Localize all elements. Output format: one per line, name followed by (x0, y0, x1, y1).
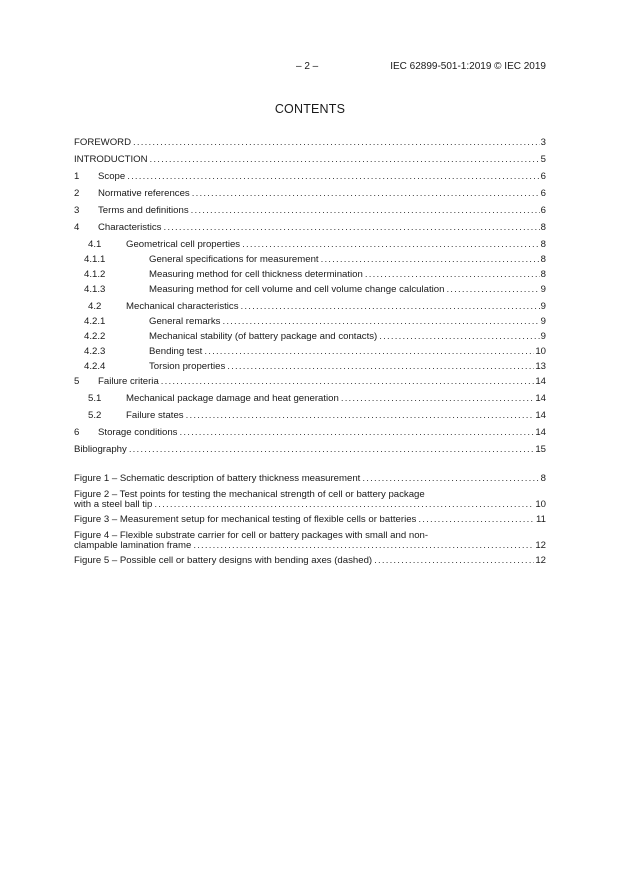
toc-page: 8 (540, 254, 546, 265)
toc-entry-failure-criteria[interactable] (74, 374, 546, 388)
leader-dots (161, 376, 535, 388)
toc-number: 4.2.3 (84, 346, 106, 357)
figure-label-line1: Figure 4 – Flexible substrate carrier for cell or battery packages with small and non- (74, 530, 429, 541)
leader-dots (129, 444, 535, 456)
toc-entry-storage-conditions[interactable] (74, 425, 546, 439)
toc-page: 6 (540, 205, 546, 216)
leader-dots (133, 137, 540, 149)
toc-page: 10 (535, 346, 546, 357)
leader-dots (362, 473, 539, 485)
toc-label: Measuring method for cell thickness determination (149, 269, 363, 280)
figure-page: 11 (536, 514, 546, 525)
toc-entry-5-1[interactable] (74, 391, 546, 405)
figure-entry-3[interactable] (74, 515, 546, 526)
figure-label-line1: Figure 2 – Test points for testing the mechanical strength of cell or battery package (74, 489, 425, 500)
leader-dots (341, 393, 535, 405)
toc-page: 8 (540, 269, 546, 280)
toc-label: Mechanical characteristics (126, 301, 239, 312)
toc-page: 9 (540, 284, 546, 295)
figure-entry-2[interactable] (74, 489, 546, 511)
toc-entry-4-1-3[interactable] (74, 282, 546, 296)
toc-number: 2 (74, 188, 80, 199)
toc-page: 5 (540, 154, 546, 165)
leader-dots (418, 514, 535, 526)
toc-entry-4-1-2[interactable] (74, 267, 546, 281)
toc-label: General specifications for measurement (149, 254, 319, 265)
toc-number: 4 (74, 222, 80, 233)
toc-label: Mechanical stability (of battery package and contacts) (149, 331, 378, 342)
toc-number: 1 (74, 171, 80, 182)
figure-page: 8 (540, 473, 546, 484)
toc-page: 9 (540, 301, 546, 312)
toc-entry-5-2[interactable] (74, 408, 546, 422)
toc-label: Storage conditions (98, 427, 178, 438)
toc-page: 9 (540, 316, 546, 327)
toc-page: 14 (535, 376, 546, 387)
toc-page: 13 (535, 361, 546, 372)
toc-entry-4-1[interactable] (74, 237, 546, 251)
toc-label: Failure states (126, 410, 184, 421)
toc-number: 5.2 (88, 410, 102, 421)
leader-dots (374, 555, 534, 567)
toc-number: 5 (74, 376, 80, 387)
figure-label: with a steel ball tip (74, 499, 153, 510)
toc-number: 6 (74, 427, 80, 438)
toc-number: 4.2.4 (84, 361, 106, 372)
leader-dots (227, 361, 534, 373)
leader-dots (321, 254, 540, 266)
toc-number: 4.1.3 (84, 284, 106, 295)
toc-entry-4-2-3[interactable] (74, 344, 546, 358)
toc-label: Normative references (98, 188, 190, 199)
toc-number: 4.2.1 (84, 316, 106, 327)
figure-row (74, 515, 546, 526)
toc-page: 8 (540, 222, 546, 233)
figure-entry-1[interactable] (74, 474, 546, 485)
figure-row (74, 474, 546, 485)
toc-label: FOREWORD (74, 137, 132, 148)
toc-number: 4.1.1 (84, 254, 106, 265)
leader-dots (222, 316, 539, 328)
leader-dots (191, 205, 540, 217)
standard-identifier: IEC 62899-501-1:2019 © IEC 2019 (390, 61, 546, 72)
leader-dots (154, 499, 534, 511)
figure-label: Figure 1 – Schematic description of battery thickness measurement (74, 473, 361, 484)
toc-number: 4.2.2 (84, 331, 106, 342)
leader-dots (186, 410, 535, 422)
toc-label: Mechanical package damage and heat generation (126, 393, 339, 404)
toc-number: 4.1.2 (84, 269, 106, 280)
toc-label: Scope (98, 171, 126, 182)
toc-entry-4-1-1[interactable] (74, 252, 546, 266)
toc-page: 6 (540, 171, 546, 182)
toc-page: 6 (540, 188, 546, 199)
toc-label: Failure criteria (98, 376, 159, 387)
figure-label: Figure 5 – Possible cell or battery designs with bending axes (dashed) (74, 555, 373, 566)
toc-page: 3 (540, 137, 546, 148)
toc-number: 5.1 (88, 393, 102, 404)
figure-row (74, 541, 546, 552)
table-of-contents (74, 135, 546, 571)
toc-entry-characteristics[interactable] (74, 220, 546, 234)
toc-label: General remarks (149, 316, 221, 327)
toc-entry-4-2-4[interactable] (74, 359, 546, 373)
leader-dots (204, 346, 534, 358)
toc-entry-bibliography[interactable] (74, 442, 546, 456)
toc-page: 9 (540, 331, 546, 342)
toc-page: 15 (535, 444, 546, 455)
toc-entry-scope[interactable] (74, 169, 546, 183)
figure-page: 12 (535, 555, 546, 566)
toc-label: Measuring method for cell volume and cell volume change calculation (149, 284, 445, 295)
toc-label: Bibliography (74, 444, 127, 455)
page-number: – 2 – (296, 61, 319, 72)
toc-page: 14 (535, 427, 546, 438)
toc-entry-4-2[interactable] (74, 299, 546, 313)
page-header (0, 61, 620, 75)
toc-entry-4-2-2[interactable] (74, 329, 546, 343)
leader-dots (150, 154, 540, 166)
figure-entry-5[interactable] (74, 556, 546, 567)
toc-number: 4.2 (88, 301, 102, 312)
leader-dots (241, 301, 540, 313)
leader-dots (163, 222, 539, 234)
leader-dots (179, 427, 534, 439)
leader-dots (365, 269, 540, 281)
figure-page: 12 (535, 540, 546, 551)
toc-label: Terms and definitions (98, 205, 189, 216)
toc-label: Bending test (149, 346, 203, 357)
figure-label: Figure 3 – Measurement setup for mechanical testing of flexible cells or batteries (74, 514, 417, 525)
leader-dots (193, 540, 534, 552)
leader-dots (379, 331, 539, 343)
figure-page: 10 (535, 499, 546, 510)
toc-entry-4-2-1[interactable] (74, 314, 546, 328)
toc-label: INTRODUCTION (74, 154, 148, 165)
toc-entry-foreword[interactable] (74, 135, 546, 149)
toc-entry-normative-references[interactable] (74, 186, 546, 200)
toc-page: 8 (540, 239, 546, 250)
toc-number: 3 (74, 205, 80, 216)
leader-dots (127, 171, 539, 183)
toc-number: 4.1 (88, 239, 102, 250)
leader-dots (446, 284, 539, 296)
toc-label: Geometrical cell properties (126, 239, 241, 250)
figure-row (74, 500, 546, 511)
figure-row (74, 556, 546, 567)
toc-entry-terms-and-definitions[interactable] (74, 203, 546, 217)
toc-page: 14 (535, 410, 546, 421)
figure-entry-4[interactable] (74, 530, 546, 552)
toc-label: Torsion properties (149, 361, 226, 372)
toc-page: 14 (535, 393, 546, 404)
contents-title: CONTENTS (274, 102, 346, 116)
figure-label: clampable lamination frame (74, 540, 192, 551)
toc-entry-introduction[interactable] (74, 152, 546, 166)
leader-dots (242, 239, 540, 251)
leader-dots (192, 188, 540, 200)
toc-label: Characteristics (98, 222, 162, 233)
